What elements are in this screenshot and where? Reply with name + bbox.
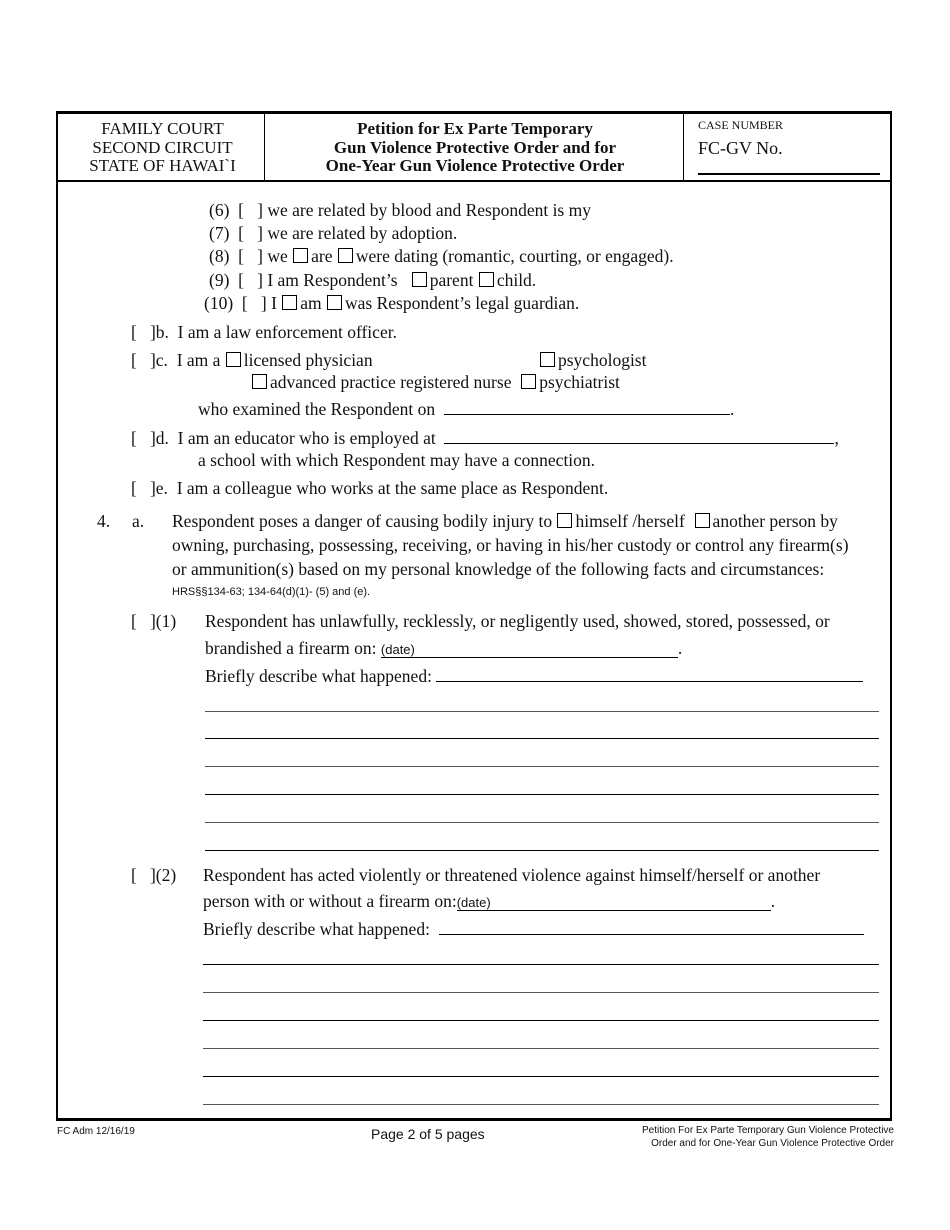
sub2-answer-line[interactable] [203,1104,879,1105]
relation-10: (10) [ ] I am was Respondent’s legal guardian. [204,293,580,313]
sub1-describe-field[interactable] [436,681,863,682]
sub2-describe: Briefly describe what happened: [203,919,864,940]
sub1-answer-line[interactable] [205,850,879,851]
sub1-answer-line[interactable] [205,738,879,739]
psychiatrist-checkbox[interactable] [521,374,536,389]
item-b-checkbox[interactable]: [ ] [131,322,156,342]
sub1-answer-line[interactable] [205,711,879,712]
sub1-answer-line[interactable] [205,794,879,795]
sub2-marker: [ ](2) [131,865,177,885]
case-number-prefix: FC-GV No. [698,138,783,158]
sub1-checkbox[interactable]: [ ] [131,611,156,631]
item-e-checkbox[interactable]: [ ] [131,478,156,498]
psychologist-checkbox[interactable] [540,352,555,367]
sub2-answer-line[interactable] [203,1076,879,1077]
relation-6: (6) [ ] we are related by blood and Respondent is my [209,200,591,220]
licensed-physician-checkbox[interactable] [226,352,241,367]
examined-date-field[interactable] [444,414,730,415]
statute-reference: HRS§§134-63; 134-64(d)(1)- (5) and (e). [172,586,371,598]
item-e: [ ]e. I am a colleague who works at the same place as Respondent. [131,478,609,498]
sub1-date-field[interactable]: (date) [381,642,678,658]
form-title: Petition for Ex Parte Temporary Gun Violence Protective Order and for One-Year Gun Violence Protective Order [325,119,625,175]
psychologist-option: psychologist [539,350,646,371]
case-number-label: CASE NUMBER [698,118,784,132]
sub1-line1: Respondent has unlawfully, recklessly, or negligently used, showed, stored, possessed, or [205,611,830,631]
item-b: [ ]b. I am a law enforcement officer. [131,322,397,342]
relation-9-checkbox[interactable]: [ ] [238,270,263,290]
sub2-answer-line[interactable] [203,1048,879,1049]
himself-herself-checkbox[interactable] [557,513,572,528]
sub1-line2: brandished a firearm on: (date) . [205,638,683,658]
school-name-field[interactable] [444,443,834,444]
relation-7: (7) [ ] we are related by adoption. [209,223,458,243]
item-d: [ ]d. I am an educator who is employed at , [131,428,839,448]
sub2-checkbox[interactable]: [ ] [131,865,156,885]
item-c: [ ]c. I am a licensed physician [131,350,373,370]
was-checkbox[interactable] [327,295,342,310]
parent-checkbox[interactable] [412,272,427,287]
sub2-line1: Respondent has acted violently or threatened violence against himself/herself or another [203,865,821,885]
section-4-number: 4. [97,511,111,531]
item-c-checkbox[interactable]: [ ] [131,350,156,370]
section-4-line2: owning, purchasing, possessing, receiving, or having in his/her custody or control any firearm(s) [172,535,849,555]
section-4-line3: or ammunition(s) based on my personal knowledge of the following facts and circumstances: [172,559,825,579]
relation-7-checkbox[interactable]: [ ] [238,223,263,243]
another-person-checkbox[interactable] [695,513,710,528]
aprn-option: advanced practice registered nurse psychiatrist [251,372,620,393]
sub2-line2: person with or without a firearm on:(date) . [203,891,776,911]
am-checkbox[interactable] [282,295,297,310]
aprn-checkbox[interactable] [252,374,267,389]
sub1-answer-line[interactable] [205,766,879,767]
are-checkbox[interactable] [293,248,308,263]
sub2-answer-line[interactable] [203,992,879,993]
case-number-field[interactable] [698,173,880,175]
court-name: FAMILY COURT SECOND CIRCUIT STATE OF HAWAI`I [89,119,236,175]
relation-8-checkbox[interactable]: [ ] [238,246,263,266]
sub2-describe-field[interactable] [439,934,864,935]
section-4-line1: Respondent poses a danger of causing bodily injury to himself /herself another person by [172,511,838,531]
sub2-answer-line[interactable] [203,1020,879,1021]
relation-10-checkbox[interactable]: [ ] [241,293,267,313]
item-d-checkbox[interactable]: [ ] [131,428,156,448]
footer-form-title: Petition For Ex Parte Temporary Gun Violence Protective Order and for One-Year Gun Violence Protective Order [642,1125,894,1149]
child-checkbox[interactable] [479,272,494,287]
sub1-marker: [ ](1) [131,611,177,631]
header-col-divider [683,113,684,180]
page-number: Page 2 of 5 pages [371,1126,485,1142]
were-dating-checkbox[interactable] [338,248,353,263]
relation-8: (8) [ ] we are were dating (romantic, courting, or engaged). [209,246,674,266]
relation-6-checkbox[interactable]: [ ] [238,200,263,220]
header-divider [58,180,892,182]
examined-line: who examined the Respondent on . [198,399,735,419]
relation-9: (9) [ ] I am Respondent’s parent child. [209,270,537,290]
form-id: FC Adm 12/16/19 [57,1126,135,1137]
sub2-answer-line[interactable] [203,964,879,965]
sub1-describe: Briefly describe what happened: [205,666,863,687]
sub1-answer-line[interactable] [205,822,879,823]
sub2-date-field[interactable]: (date) [457,895,771,911]
item-d-line2: a school with which Respondent may have a connection. [198,450,596,470]
section-4-letter: a. [132,511,145,531]
